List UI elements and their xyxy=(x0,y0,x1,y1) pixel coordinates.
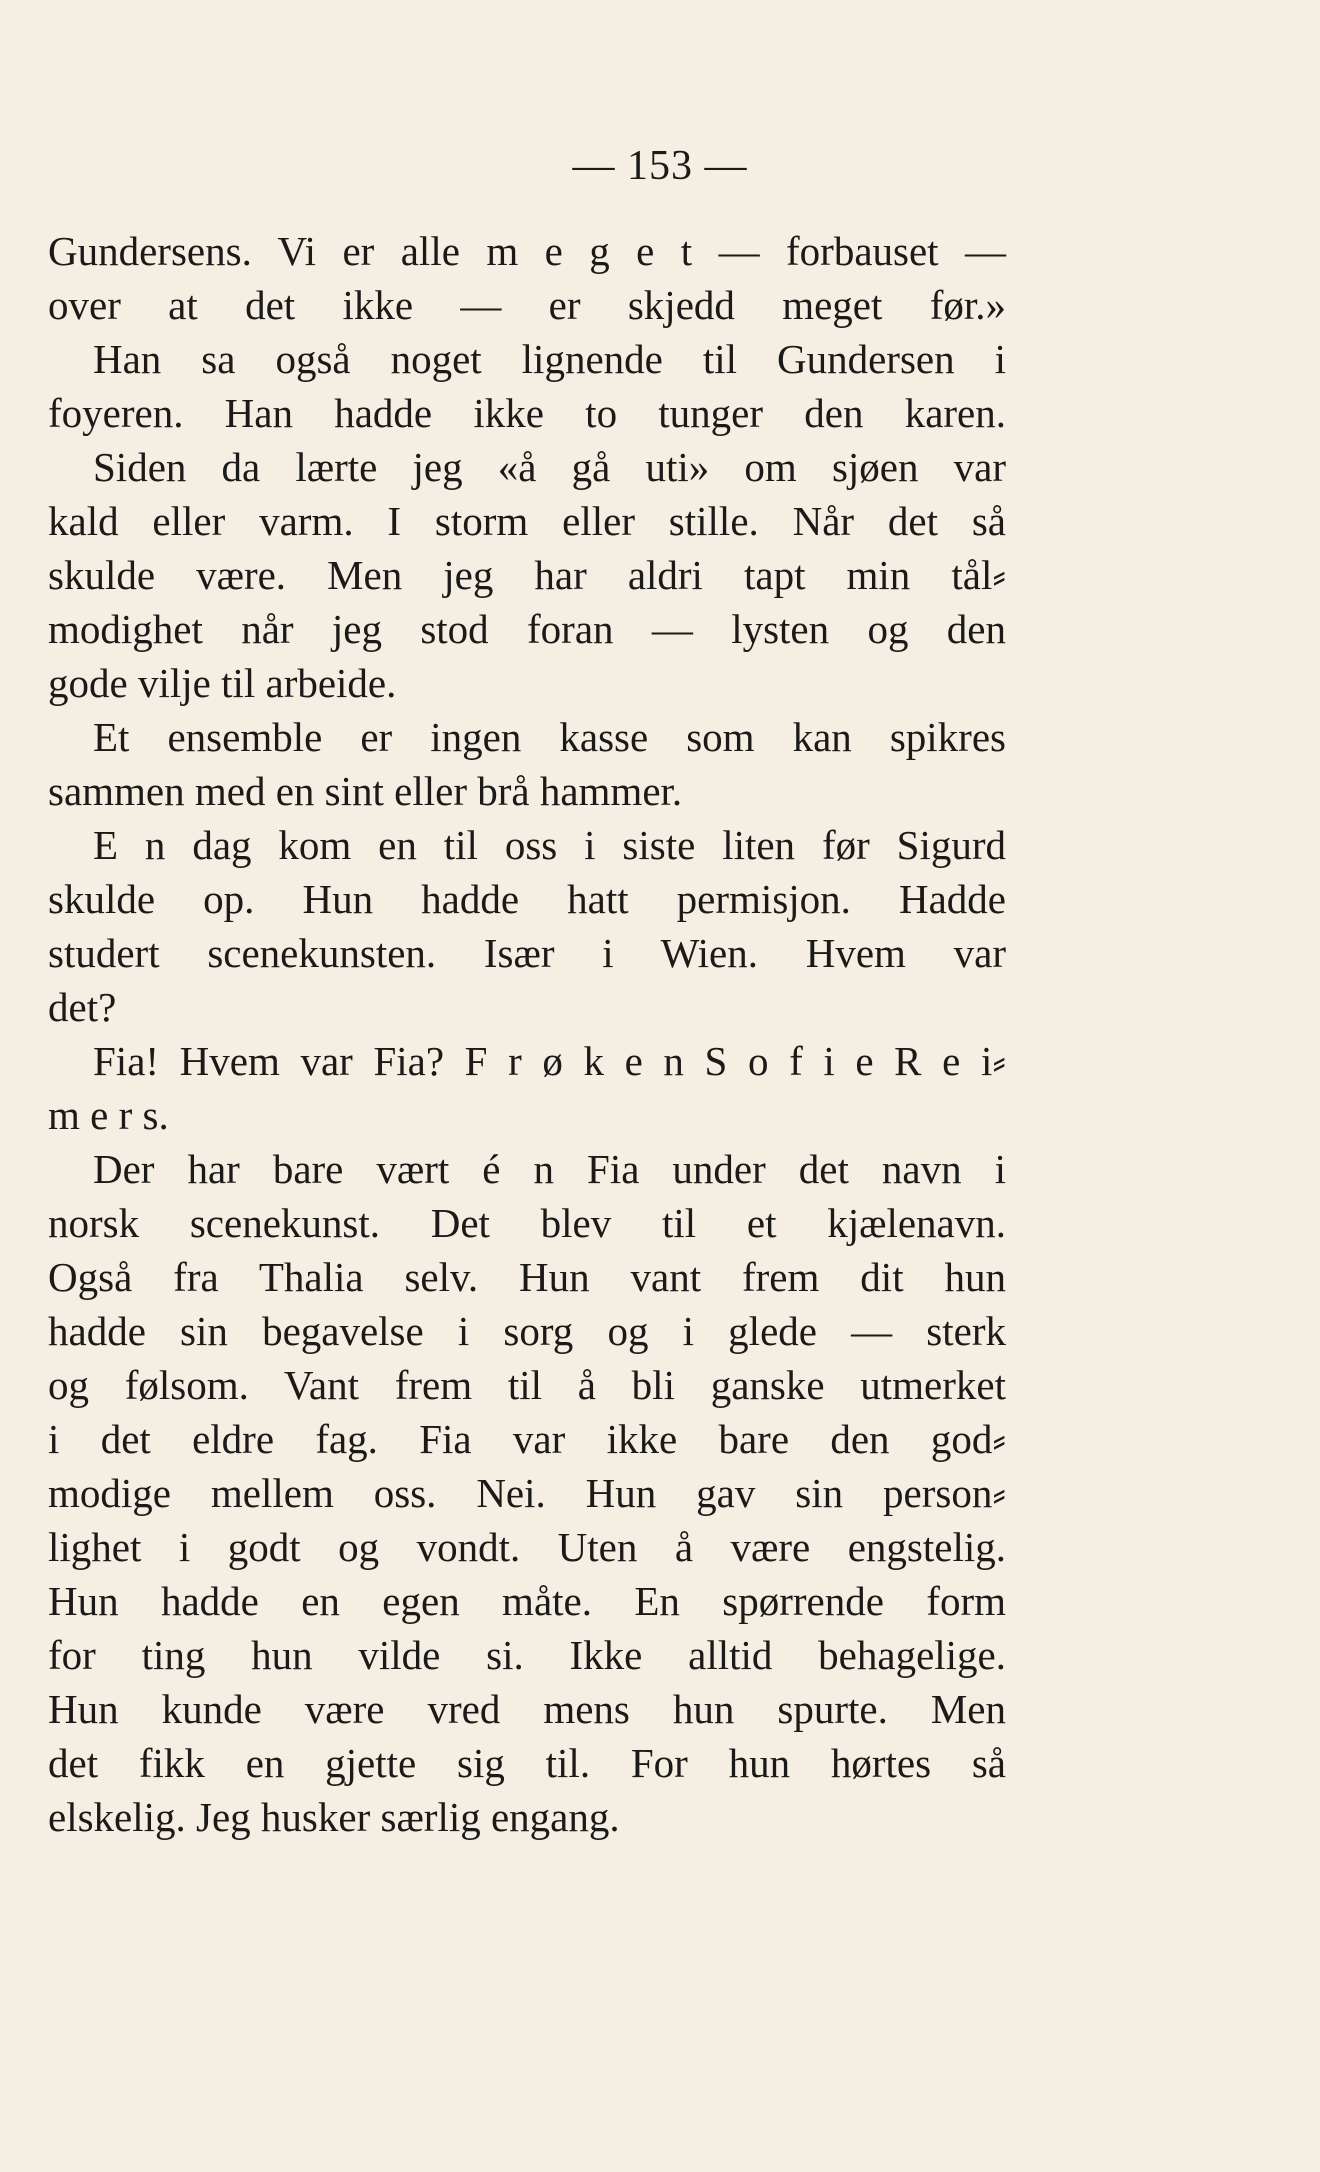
text-line: skulde være. Men jeg har aldri tapt min tål⸗ xyxy=(48,552,1006,598)
text-line: Hun kunde være vred mens hun spurte. Men xyxy=(48,1686,1006,1732)
text-line: skulde op. Hun hadde hatt permisjon. Hadde xyxy=(48,876,1006,922)
text-line: norsk scenekunst. Det blev til et kjælenavn. xyxy=(48,1200,1006,1246)
text-line: studert scenekunsten. Især i Wien. Hvem var xyxy=(48,930,1006,976)
page-number: — 153 — xyxy=(572,143,748,189)
text-line: lighet i godt og vondt. Uten å være engstelig. xyxy=(48,1524,1006,1570)
text-line: gode vilje til arbeide. xyxy=(48,660,397,706)
text-line: foyeren. Han hadde ikke to tunger den karen. xyxy=(48,390,1006,436)
text-line: det? xyxy=(48,984,117,1030)
text-line: Også fra Thalia selv. Hun vant frem dit hun xyxy=(48,1254,1006,1300)
text-line: det fikk en gjette sig til. For hun hørtes så xyxy=(48,1740,1006,1786)
text-line: i det eldre fag. Fia var ikke bare den god⸗ xyxy=(48,1416,1006,1462)
text-line: over at det ikke — er skjedd meget før.» xyxy=(48,282,1006,328)
text-line: modighet når jeg stod foran — lysten og den xyxy=(48,606,1006,652)
text-line: elskelig. Jeg husker særlig engang. xyxy=(48,1794,620,1840)
text-line: Siden da lærte jeg «å gå uti» om sjøen var xyxy=(93,444,1006,490)
text-line: Der har bare vært é n Fia under det navn i xyxy=(93,1146,1006,1192)
text-line: hadde sin begavelse i sorg og i glede — sterk xyxy=(48,1308,1006,1354)
text-line: modige mellem oss. Nei. Hun gav sin person⸗ xyxy=(48,1470,1006,1516)
text-line: Et ensemble er ingen kasse som kan spikres xyxy=(93,714,1006,760)
text-line: og følsom. Vant frem til å bli ganske utmerket xyxy=(48,1362,1006,1408)
text-line: m e r s. xyxy=(48,1092,169,1138)
text-line: Gundersens. Vi er alle m e g e t — forbauset — xyxy=(48,228,1006,274)
text-line: for ting hun vilde si. Ikke alltid behagelige. xyxy=(48,1632,1006,1678)
text-line: kald eller varm. I storm eller stille. Når det så xyxy=(48,498,1006,544)
text-line: sammen med en sint eller brå hammer. xyxy=(48,768,683,814)
text-line: E n dag kom en til oss i siste liten før Sigurd xyxy=(93,822,1006,868)
text-line: Han sa også noget lignende til Gundersen i xyxy=(93,336,1006,382)
text-line: Hun hadde en egen måte. En spørrende form xyxy=(48,1578,1006,1624)
text-line: Fia! Hvem var Fia? F r ø k e n S o f i e R e i⸗ xyxy=(93,1038,1006,1084)
body-text xyxy=(48,224,1006,1844)
